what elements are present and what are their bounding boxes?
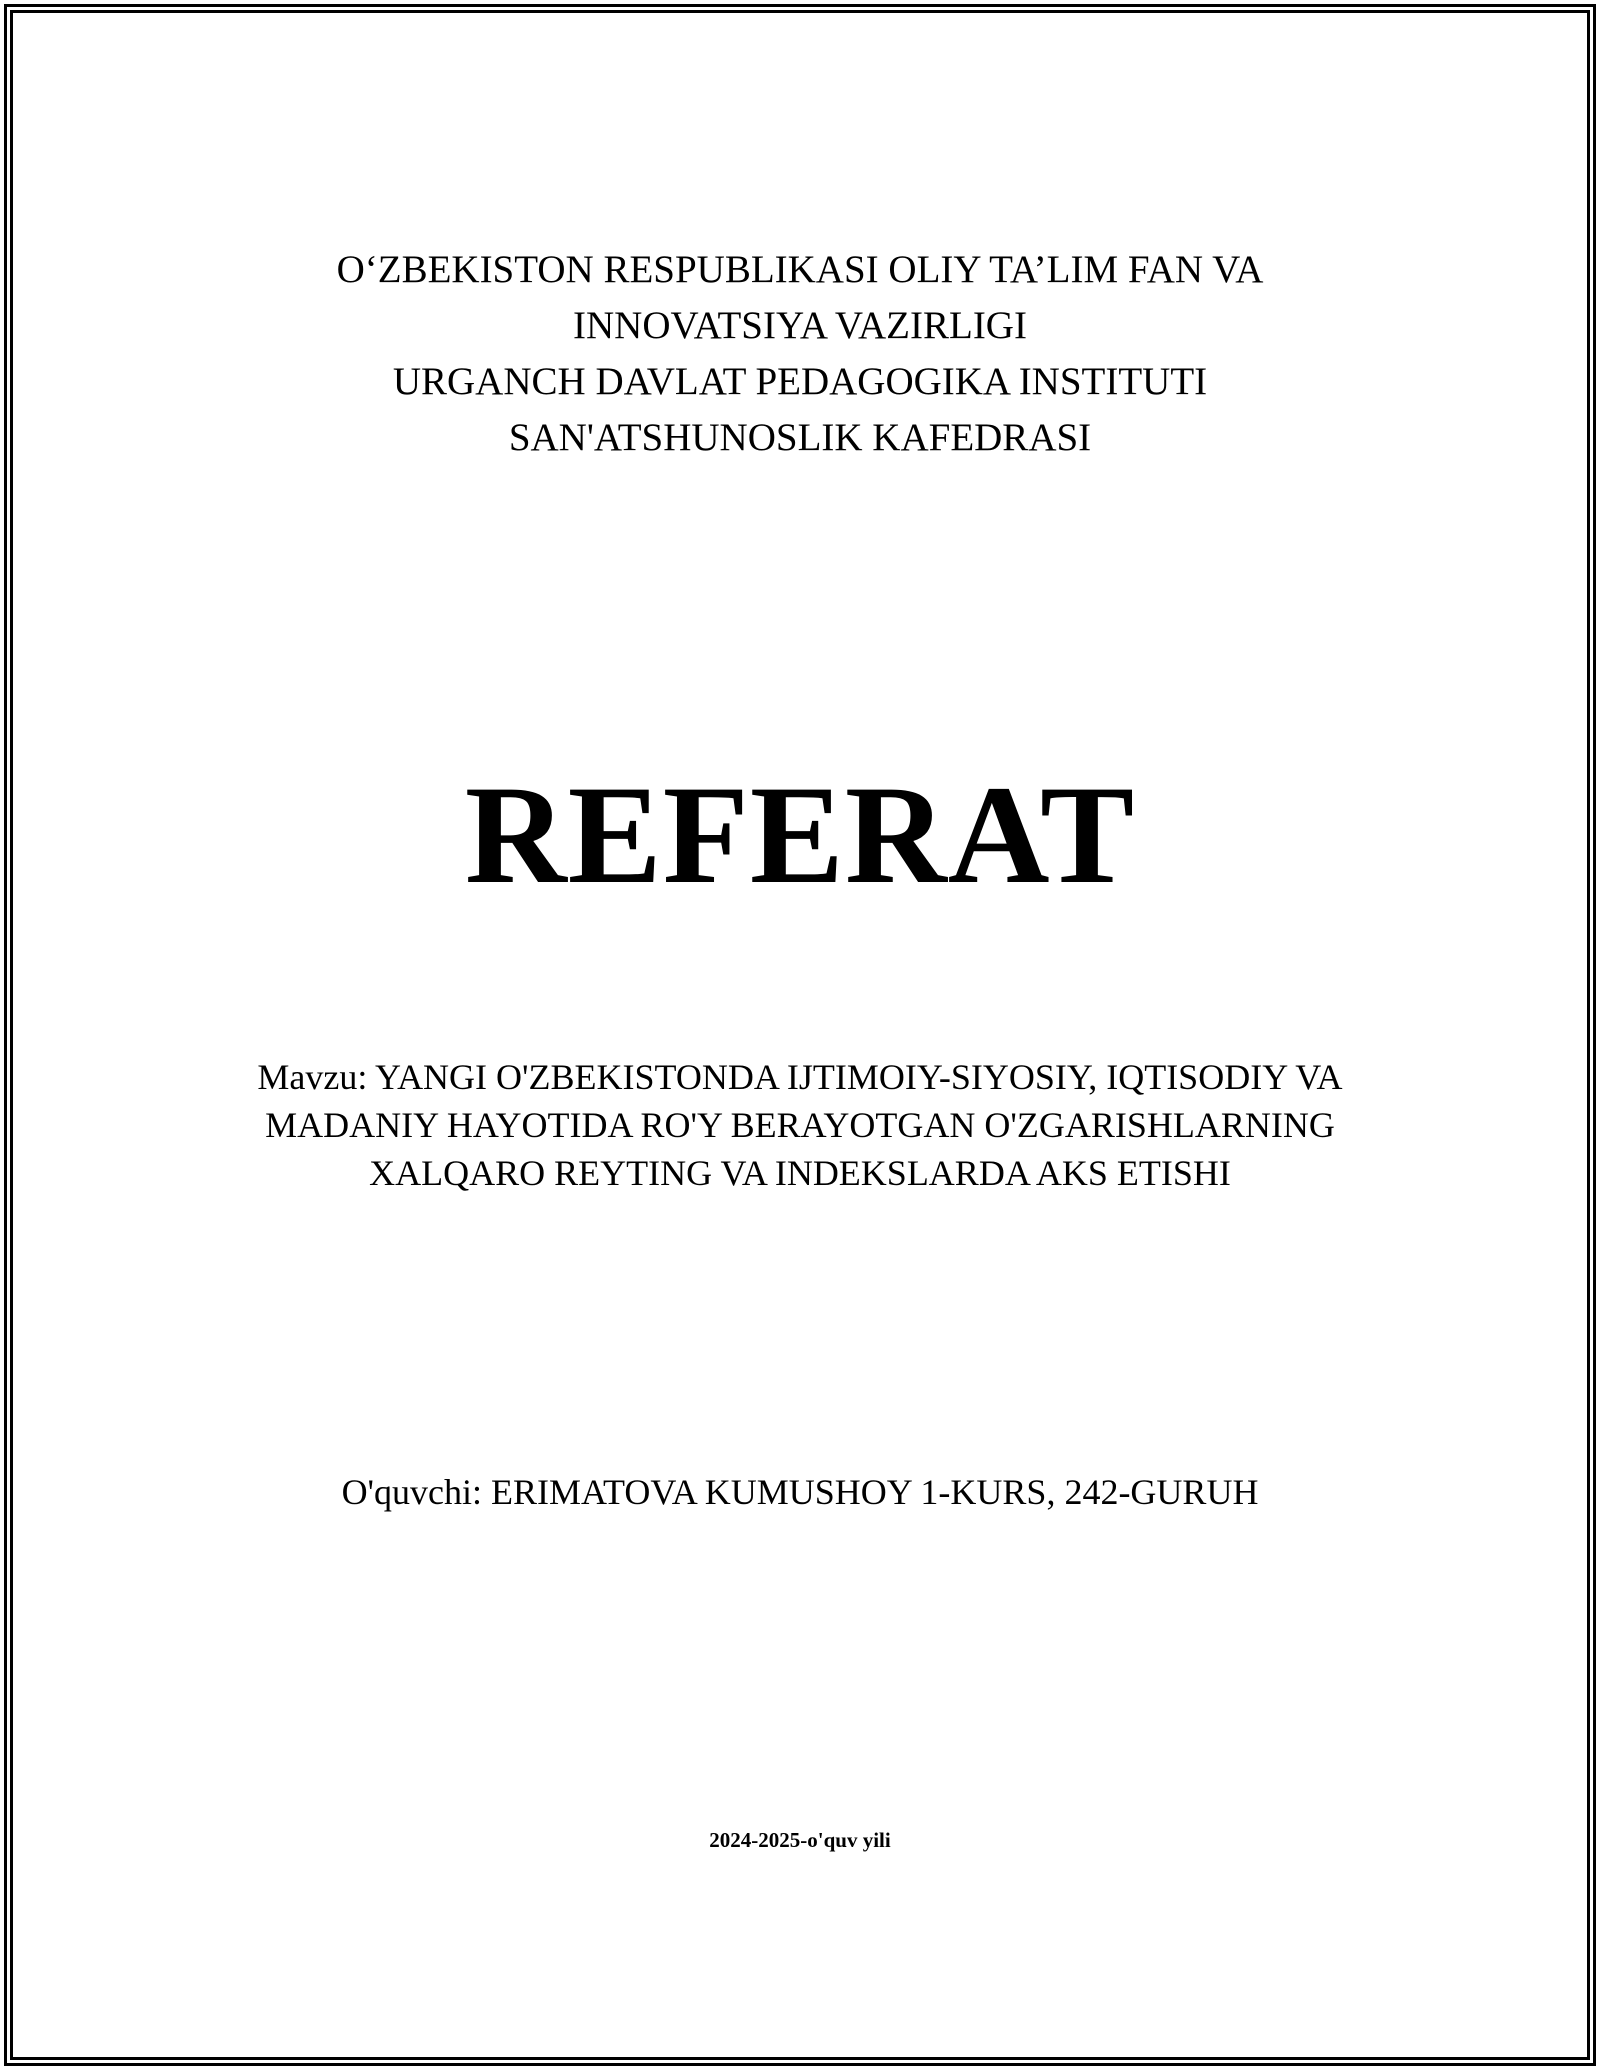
header-line-ministry-2: INNOVATSIYA VAZIRLIGI: [573, 304, 1027, 347]
student-info: O'quvchi: ERIMATOVA KUMUSHOY 1-KURS, 242-GURUH: [341, 1472, 1259, 1512]
document-title: REFERAT: [464, 757, 1136, 913]
topic-line-1: Mavzu: YANGI O'ZBEKISTONDA IJTIMOIY-SIYOSIY, IQTISODIY VA: [257, 1057, 1343, 1097]
institution-header: [0, 242, 1600, 466]
header-line-department: SAN'ATSHUNOSLIK KAFEDRASI: [508, 416, 1092, 459]
topic-line-3: XALQARO REYTING VA INDEKSLARDA AKS ETISHI: [369, 1153, 1231, 1193]
header-line-institute: URGANCH DAVLAT PEDAGOGIKA INSTITUTI: [392, 360, 1208, 403]
topic-line-2: MADANIY HAYOTIDA RO'Y BERAYOTGAN O'ZGARISHLARNING: [265, 1105, 1335, 1145]
header-line-ministry-1: O‘ZBEKISTON RESPUBLIKASI OLIY TA’LIM FAN VA: [336, 248, 1264, 291]
topic-block: [0, 1053, 1600, 1197]
academic-year: 2024-2025-o'quv yili: [709, 1828, 891, 1852]
